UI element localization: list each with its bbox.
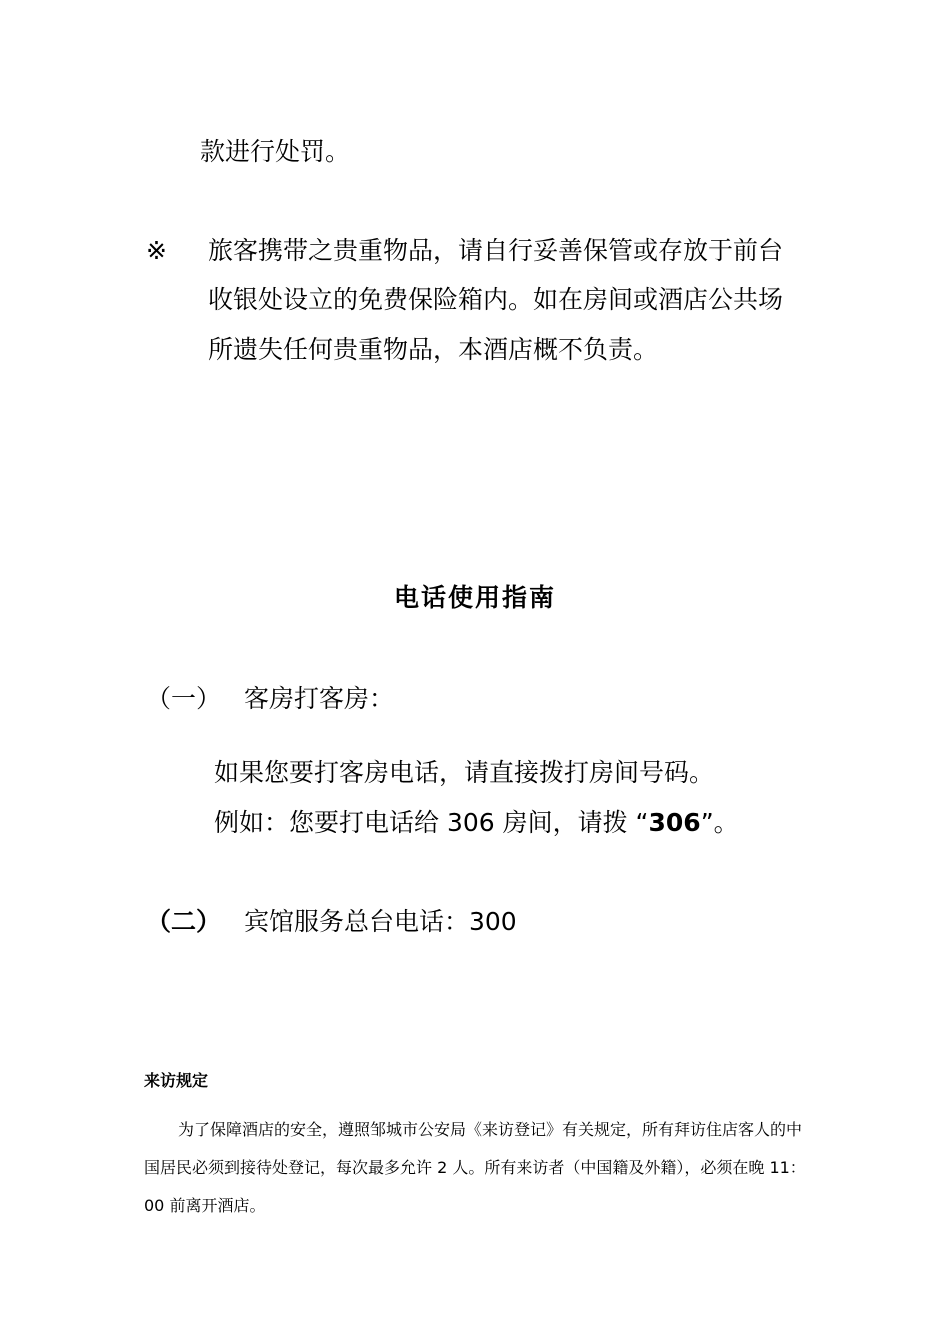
valuables-line-3: 所遗失任何贵重物品，本酒店概不负责。	[208, 335, 659, 364]
example-prefix: 例如：您要打电话给 306 房间，请拨 “	[214, 808, 649, 837]
section-2-number: （二）	[146, 907, 222, 936]
section-1-number: （一）	[146, 684, 222, 713]
reference-mark: ※	[146, 236, 167, 265]
phone-guide-title: 电话使用指南	[393, 583, 556, 612]
continuation-text: 款进行处罚。	[200, 137, 351, 166]
section-1-heading: 客房打客房：	[244, 684, 395, 713]
section-2-heading: 宾馆服务总台电话：300	[244, 907, 517, 936]
valuables-line-2: 收银处设立的免费保险箱内。如在房间或酒店公共场	[208, 285, 784, 314]
visitor-rules-line-2: 国居民必须到接待处登记，每次最多允许 2 人。所有来访者（中国籍及外籍），必须在晚 11：	[144, 1158, 806, 1177]
visitor-rules-line-3: 00 前离开酒店。	[144, 1196, 266, 1215]
visitor-rules-line-1: 为了保障酒店的安全，遵照邹城市公安局《来访登记》有关规定，所有拜访住店客人的中	[178, 1120, 803, 1139]
example-suffix: ”。	[700, 808, 739, 837]
example-room-number: 306	[648, 808, 701, 837]
visitor-rules-title: 来访规定	[144, 1071, 209, 1090]
section-1-line-1: 如果您要打客房电话，请直接拨打房间号码。	[214, 758, 715, 787]
valuables-line-1: 旅客携带之贵重物品，请自行妥善保管或存放于前台	[208, 236, 784, 265]
section-1-line-2	[214, 797, 739, 849]
